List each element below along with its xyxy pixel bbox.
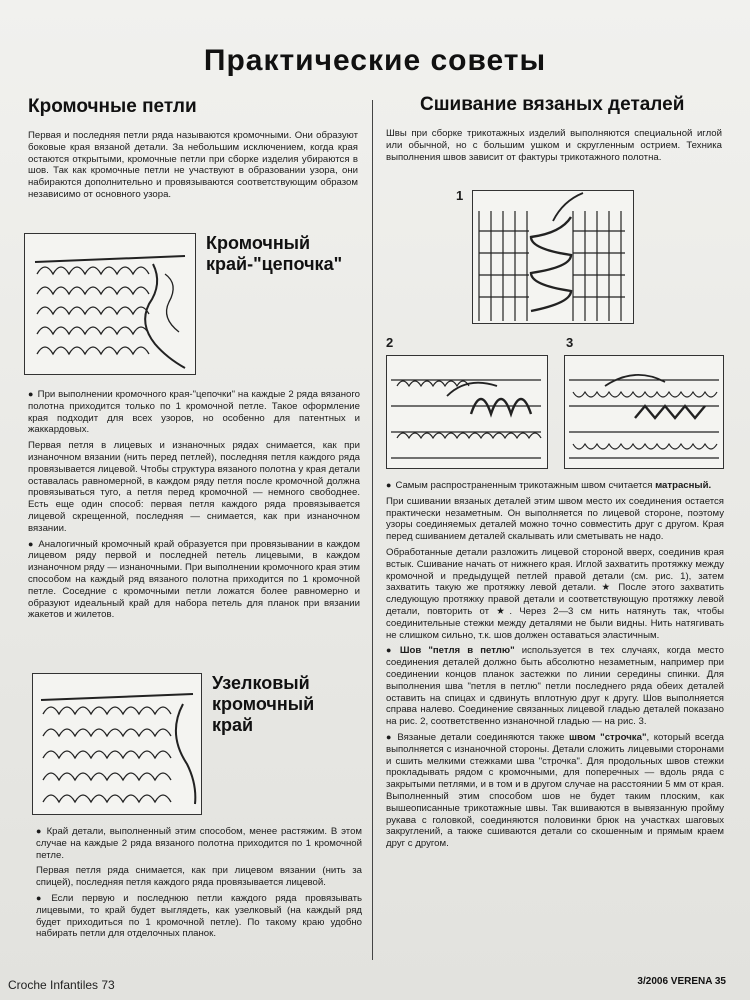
figure-number-1: 1 [456, 188, 464, 203]
knit-loops-illustration [25, 234, 195, 374]
chain-edge-diagram [24, 233, 196, 375]
section-heading-edge-loops: Кромочные петли [28, 96, 197, 117]
knot-edge-title-line2: кромочный [212, 694, 315, 714]
loop-to-loop-bold: Шов "петля в петлю" [399, 645, 515, 657]
loop-to-loop-paragraph [386, 645, 724, 728]
watermark-caption: Croche Infantiles 73 [8, 978, 115, 992]
knot-edge-text [36, 826, 362, 944]
mattress-stitch-intro [386, 480, 724, 492]
loop-to-loop-knit-diagram [386, 355, 548, 469]
backstitch-text: , который всегда выполняется с изнаночной стороны. Детали сложить лицевыми сторонами и сшить мелкими стежками шва "строчка". Для продольных швов стежки прокладывать рядом с кромочными, для поперечных — вдоль ряда с закрытыми петлями, и в том и в другом случае на расстоянии 5 мм от края. Выполненный этим способом шов не будет таким плоским, как вышеописанные трикотажные швы. Так вшиваются в вывязанную пройму рукава с головкой, соединяются половинки брюк на участках шаговых закруглений, а также сшиваются детали со скошенным и прямым краем друг с другом. [386, 731, 724, 850]
knot-paragraph-2: Первая петля ряда снимается, как при лицевом вязании (нить за спицей), последняя петля каждого ряда провязывается лицевой. [36, 865, 362, 889]
seaming-intro-paragraph: Швы при сборке трикотажных изделий выполняются специальной иглой или обычной, но с большим ушком и скругленным острием. Техника выполнения швов зависит от фактуры трикотажного полотна. [386, 128, 722, 163]
seaming-text [386, 480, 724, 854]
column-divider [372, 100, 373, 960]
figure-number-3: 3 [566, 335, 574, 350]
mattress-paragraph-2: Обработанные детали разложить лицевой стороной вверх, соединив края встык. Сшивание начать от нижнего края. Иглой захватить протяжку между кромочной и предыдущей петлей правой детали (см. рис. 1), затем захватить такую же протяжку левой детали. ★ После этого захватить следующую протяжку правой детали и соответствующую протяжку левой детали, повторить от ★. Через 2—3 см нить натянуть так, чтобы соединительные стежки между деталями не были видны. Нить натягивать не слишком сильно, т.к. шов должен оставаться эластичным. [386, 546, 724, 641]
knot-edge-title-line3: край [212, 715, 254, 735]
loop-to-loop-purl-illustration [565, 356, 723, 468]
knot-loops-illustration [33, 674, 201, 814]
mattress-paragraph-1: При сшивании вязаных деталей этим швом место их соединения остается практически незаметным. Он выполняется по лицевой стороне, поэтому узоры соединяемых деталей можно точно совместить друг с другом. Края перед сшиванием деталей скалывать или сметывать не надо. [386, 495, 724, 543]
mattress-bold: матрасный. [655, 480, 712, 491]
chain-paragraph-2: Первая петля в лицевых и изнаночных рядах снимается, как при изнаночном вязании (нить перед петлей), последняя петля каждого ряда провязывается лицевой. Чтобы структура вязаного полотна у края детали оставалась равномерной, в каждом ряду петля после кромочной должна провязываться туго, а петля перед кромочной — немного свободнее. Есть еще один способ: первая петля каждого ряда провязывается лицевой скрещенной, последняя — снимается, как при изнаночном вязании. [28, 440, 360, 534]
knot-paragraph-1: ● Край детали, выполненный этим способом, менее растяжим. В этом случае на каждые 2 ряда вязаного полотна приходится по 1 кромочной петле. [36, 826, 362, 861]
knot-edge-diagram [32, 673, 202, 815]
seaming-intro [386, 128, 722, 167]
edge-loops-intro [28, 130, 358, 205]
page-title: Практические советы [203, 44, 547, 77]
chain-paragraph-3: ● Аналогичный кромочный край образуется при провязывании в каждом лицевом ряду первой и последней петель лицевыми, в каждом изнаночном ряду — изнаночными. При выполнении кромочного края этим способом на каждый ряд вязаного полотна приходится по 1 кромочной петле. Соседние с кромочными петли ложатся более равномерно и образуют идеальный край для набора петель для планок при вязании жакетов и жилетов. [28, 539, 360, 622]
backstitch-bold: швом "строчка" [569, 731, 647, 743]
chain-edge-title-line1: Кромочный [206, 233, 311, 253]
mattress-lead: Самым распространенным трикотажным швом считается [395, 480, 656, 491]
section-heading-seaming: Сшивание вязаных деталей [420, 94, 685, 115]
chain-edge-title [206, 233, 356, 275]
knot-paragraph-3: ● Если первую и последнюю петли каждого ряда провязывать лицевыми, то край будет выглядеть, как узелковый (на каждый ряд будет приходиться по 1 кромочной петле). По такому краю удобно набирать петли для отделочных планок. [36, 893, 362, 940]
knot-edge-title-line1: Узелковый [212, 673, 310, 693]
intro-paragraph: Первая и последняя петли ряда называются кромочными. Они образуют боковые края вязаной детали. За небольшим исключением, когда края остаются открытыми, кромочные петли при сборке изделия убираются в шов. Так как кромочные петли не участвуют в образовании узора, они набираются дополнительно и провязываются соответствующим образом независимо от основного узора. [28, 130, 358, 200]
chain-edge-title-line2: край-"цепочка" [206, 254, 343, 274]
knot-edge-title [212, 673, 352, 736]
page-number: 3/2006 VERENA 35 [637, 976, 726, 987]
mattress-stitch-illustration [473, 191, 633, 323]
loop-to-loop-text: используется в тех случаях, когда место соединения деталей должно быть абсолютно незаметным, например при соединении концов планок застежки по линии середины спинки. Для выполнения шва "петля в петлю" петли последнего ряда обеих деталей оставить на спицах и сдвинуть вплотную друг к другу. Шов выполняется справа налево. Соединение связанных лицевой гладью деталей показано на рис. 2, соответственно изнаночной гладью — на рис. 3. [386, 645, 724, 728]
loop-to-loop-knit-illustration [387, 356, 547, 468]
chain-edge-text [28, 389, 360, 625]
backstitch-lead: Вязаные детали соединяются также [397, 731, 570, 743]
backstitch-paragraph [386, 732, 724, 850]
loop-to-loop-purl-diagram [564, 355, 724, 469]
figure-number-2: 2 [386, 335, 394, 350]
chain-paragraph-1: ● При выполнении кромочного края-"цепочки" на каждые 2 ряда вязаного полотна приходится только по 1 кромочной петле. Такое оформление края подходит для всех узоров, но особенно для патентных и жаккардовых. [28, 389, 360, 436]
mattress-stitch-diagram [472, 190, 634, 324]
